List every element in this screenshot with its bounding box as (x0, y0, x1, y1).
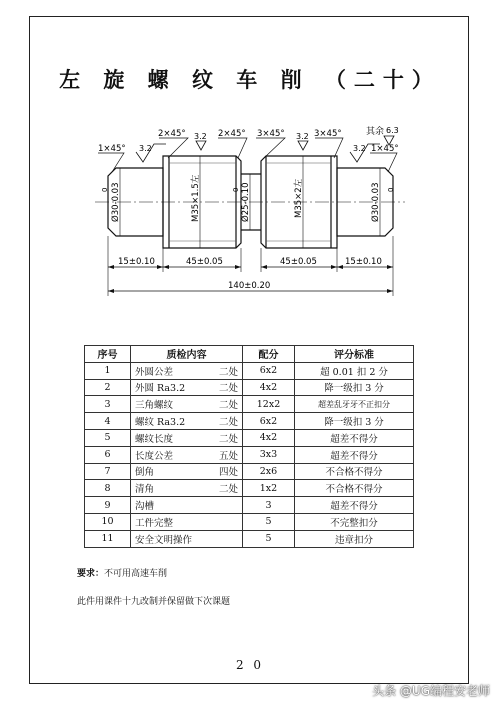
header-score: 配分 (243, 346, 295, 363)
row-qty: 二处 (218, 366, 238, 378)
chamfer-left-label: 1×45° (98, 144, 126, 154)
row-item-text: 外圆公差 (135, 366, 174, 378)
roughness-other-label: 6.3 (386, 126, 399, 135)
length-dim-2: 45±0.05 (186, 257, 223, 267)
row-no: 5 (85, 429, 131, 446)
watermark: 头条 @UG编程安老师 (372, 684, 490, 698)
row-item (131, 413, 243, 430)
roughness-label: 3.2 (139, 144, 152, 153)
table-row (85, 362, 414, 379)
row-item (131, 530, 243, 547)
row-item-text: 三角螺纹 (135, 400, 174, 412)
other-label: 其余 (366, 127, 385, 137)
row-no: 4 (85, 413, 131, 430)
chamfer-a-label: 2×45° (158, 129, 186, 139)
dia-left-label: Ø30-0.03 (111, 182, 121, 222)
row-item-text: 工件完整 (135, 517, 174, 529)
chamfer-c-label: 3×45° (257, 129, 285, 139)
row-qty: 二处 (218, 433, 238, 445)
row-no: 8 (85, 480, 131, 497)
row-item (131, 429, 243, 446)
row-no: 7 (85, 463, 131, 480)
thread-a-label: M35×1.5左 (191, 174, 201, 222)
page-title: 左 旋 螺 纹 车 削 （二十） (59, 67, 441, 92)
row-item-text: 清角 (135, 484, 155, 496)
row-no: 1 (85, 362, 131, 379)
row-item-text: 安全文明操作 (135, 534, 193, 546)
row-item (131, 379, 243, 396)
row-score: 1x2 (243, 480, 295, 497)
row-standard: 不完整扣分 (295, 513, 414, 530)
chamfer-b-label: 2×45° (218, 129, 246, 139)
row-item (131, 446, 243, 463)
row-standard: 超差不得分 (295, 446, 414, 463)
row-no: 11 (85, 530, 131, 547)
dia-right-upper: 0 (387, 187, 395, 192)
table-row (85, 379, 414, 396)
table-row (85, 497, 414, 514)
row-qty: 二处 (218, 400, 238, 412)
modification-note: 此件用课件十九改制并保留做下次课题 (77, 597, 231, 607)
chamfer-right-label: 1×45° (371, 144, 399, 154)
row-score: 4x2 (243, 379, 295, 396)
row-standard: 超差不得分 (295, 429, 414, 446)
row-item-text: 长度公差 (135, 450, 174, 462)
row-item (131, 396, 243, 413)
table-row (85, 480, 414, 497)
dia-right-label: Ø30-0.03 (371, 182, 381, 222)
row-no: 10 (85, 513, 131, 530)
thread-b-label: M35×2左 (294, 178, 304, 218)
row-standard: 降一级扣 3 分 (295, 379, 414, 396)
row-standard: 不合格不得分 (295, 480, 414, 497)
row-standard: 超 0.01 扣 2 分 (295, 362, 414, 379)
requirement-note (77, 566, 167, 579)
table-row (85, 530, 414, 547)
row-standard: 超差乱牙牙不正扣分 (295, 396, 414, 413)
length-dim-1: 15±0.10 (118, 257, 155, 267)
row-item-text: 外圆 Ra3.2 (135, 383, 186, 395)
dia-mid-label: Ø25-0.10 (241, 182, 251, 222)
row-score: 12x2 (243, 396, 295, 413)
row-item (131, 362, 243, 379)
row-standard: 违章扣分 (295, 530, 414, 547)
row-item-text: 倒角 (135, 467, 155, 479)
row-qty: 四处 (218, 467, 238, 479)
row-item-text: 螺纹长度 (135, 433, 174, 445)
row-score: 3x3 (243, 446, 295, 463)
dia-mid-upper: 0 (232, 187, 240, 192)
row-score: 2x6 (243, 463, 295, 480)
row-no: 6 (85, 446, 131, 463)
row-standard: 超差不得分 (295, 497, 414, 514)
roughness-label: 3.2 (353, 144, 366, 153)
row-score: 5 (243, 513, 295, 530)
row-qty: 二处 (218, 417, 238, 429)
table-row (85, 463, 414, 480)
row-no: 3 (85, 396, 131, 413)
length-dim-3: 45±0.05 (280, 257, 317, 267)
table-row (85, 446, 414, 463)
header-item: 质检内容 (131, 346, 243, 363)
row-item (131, 480, 243, 497)
chamfer-d-label: 3×45° (314, 129, 342, 139)
row-item-text: 沟槽 (135, 501, 155, 513)
row-score: 5 (243, 530, 295, 547)
roughness-label: 3.2 (296, 132, 309, 141)
roughness-label: 3.2 (194, 132, 207, 141)
row-no: 2 (85, 379, 131, 396)
row-score: 6x2 (243, 362, 295, 379)
table-row (85, 513, 414, 530)
dia-left-upper: 0 (101, 187, 109, 192)
row-item (131, 463, 243, 480)
row-standard: 降一级扣 3 分 (295, 413, 414, 430)
row-score: 6x2 (243, 413, 295, 430)
row-item (131, 497, 243, 514)
row-qty: 二处 (218, 484, 238, 496)
row-item (131, 513, 243, 530)
table-header-row (85, 346, 414, 363)
page-number: 2 0 (235, 658, 265, 672)
row-item-text: 螺纹 Ra3.2 (135, 417, 186, 429)
requirement-label: 要求： (77, 569, 105, 579)
row-score: 3 (243, 497, 295, 514)
header-no: 序号 (85, 346, 131, 363)
row-qty: 二处 (218, 383, 238, 395)
row-no: 9 (85, 497, 131, 514)
row-score: 4x2 (243, 429, 295, 446)
header-standard: 评分标准 (295, 346, 414, 363)
row-qty: 五处 (218, 450, 238, 462)
length-dim-4: 15±0.10 (345, 257, 382, 267)
table-row (85, 396, 414, 413)
grading-table (84, 345, 414, 548)
table-row (85, 413, 414, 430)
table-row (85, 429, 414, 446)
requirement-text: 不可用高速车削 (104, 569, 168, 579)
row-standard: 不合格不得分 (295, 463, 414, 480)
length-dim-total: 140±0.20 (228, 281, 271, 291)
